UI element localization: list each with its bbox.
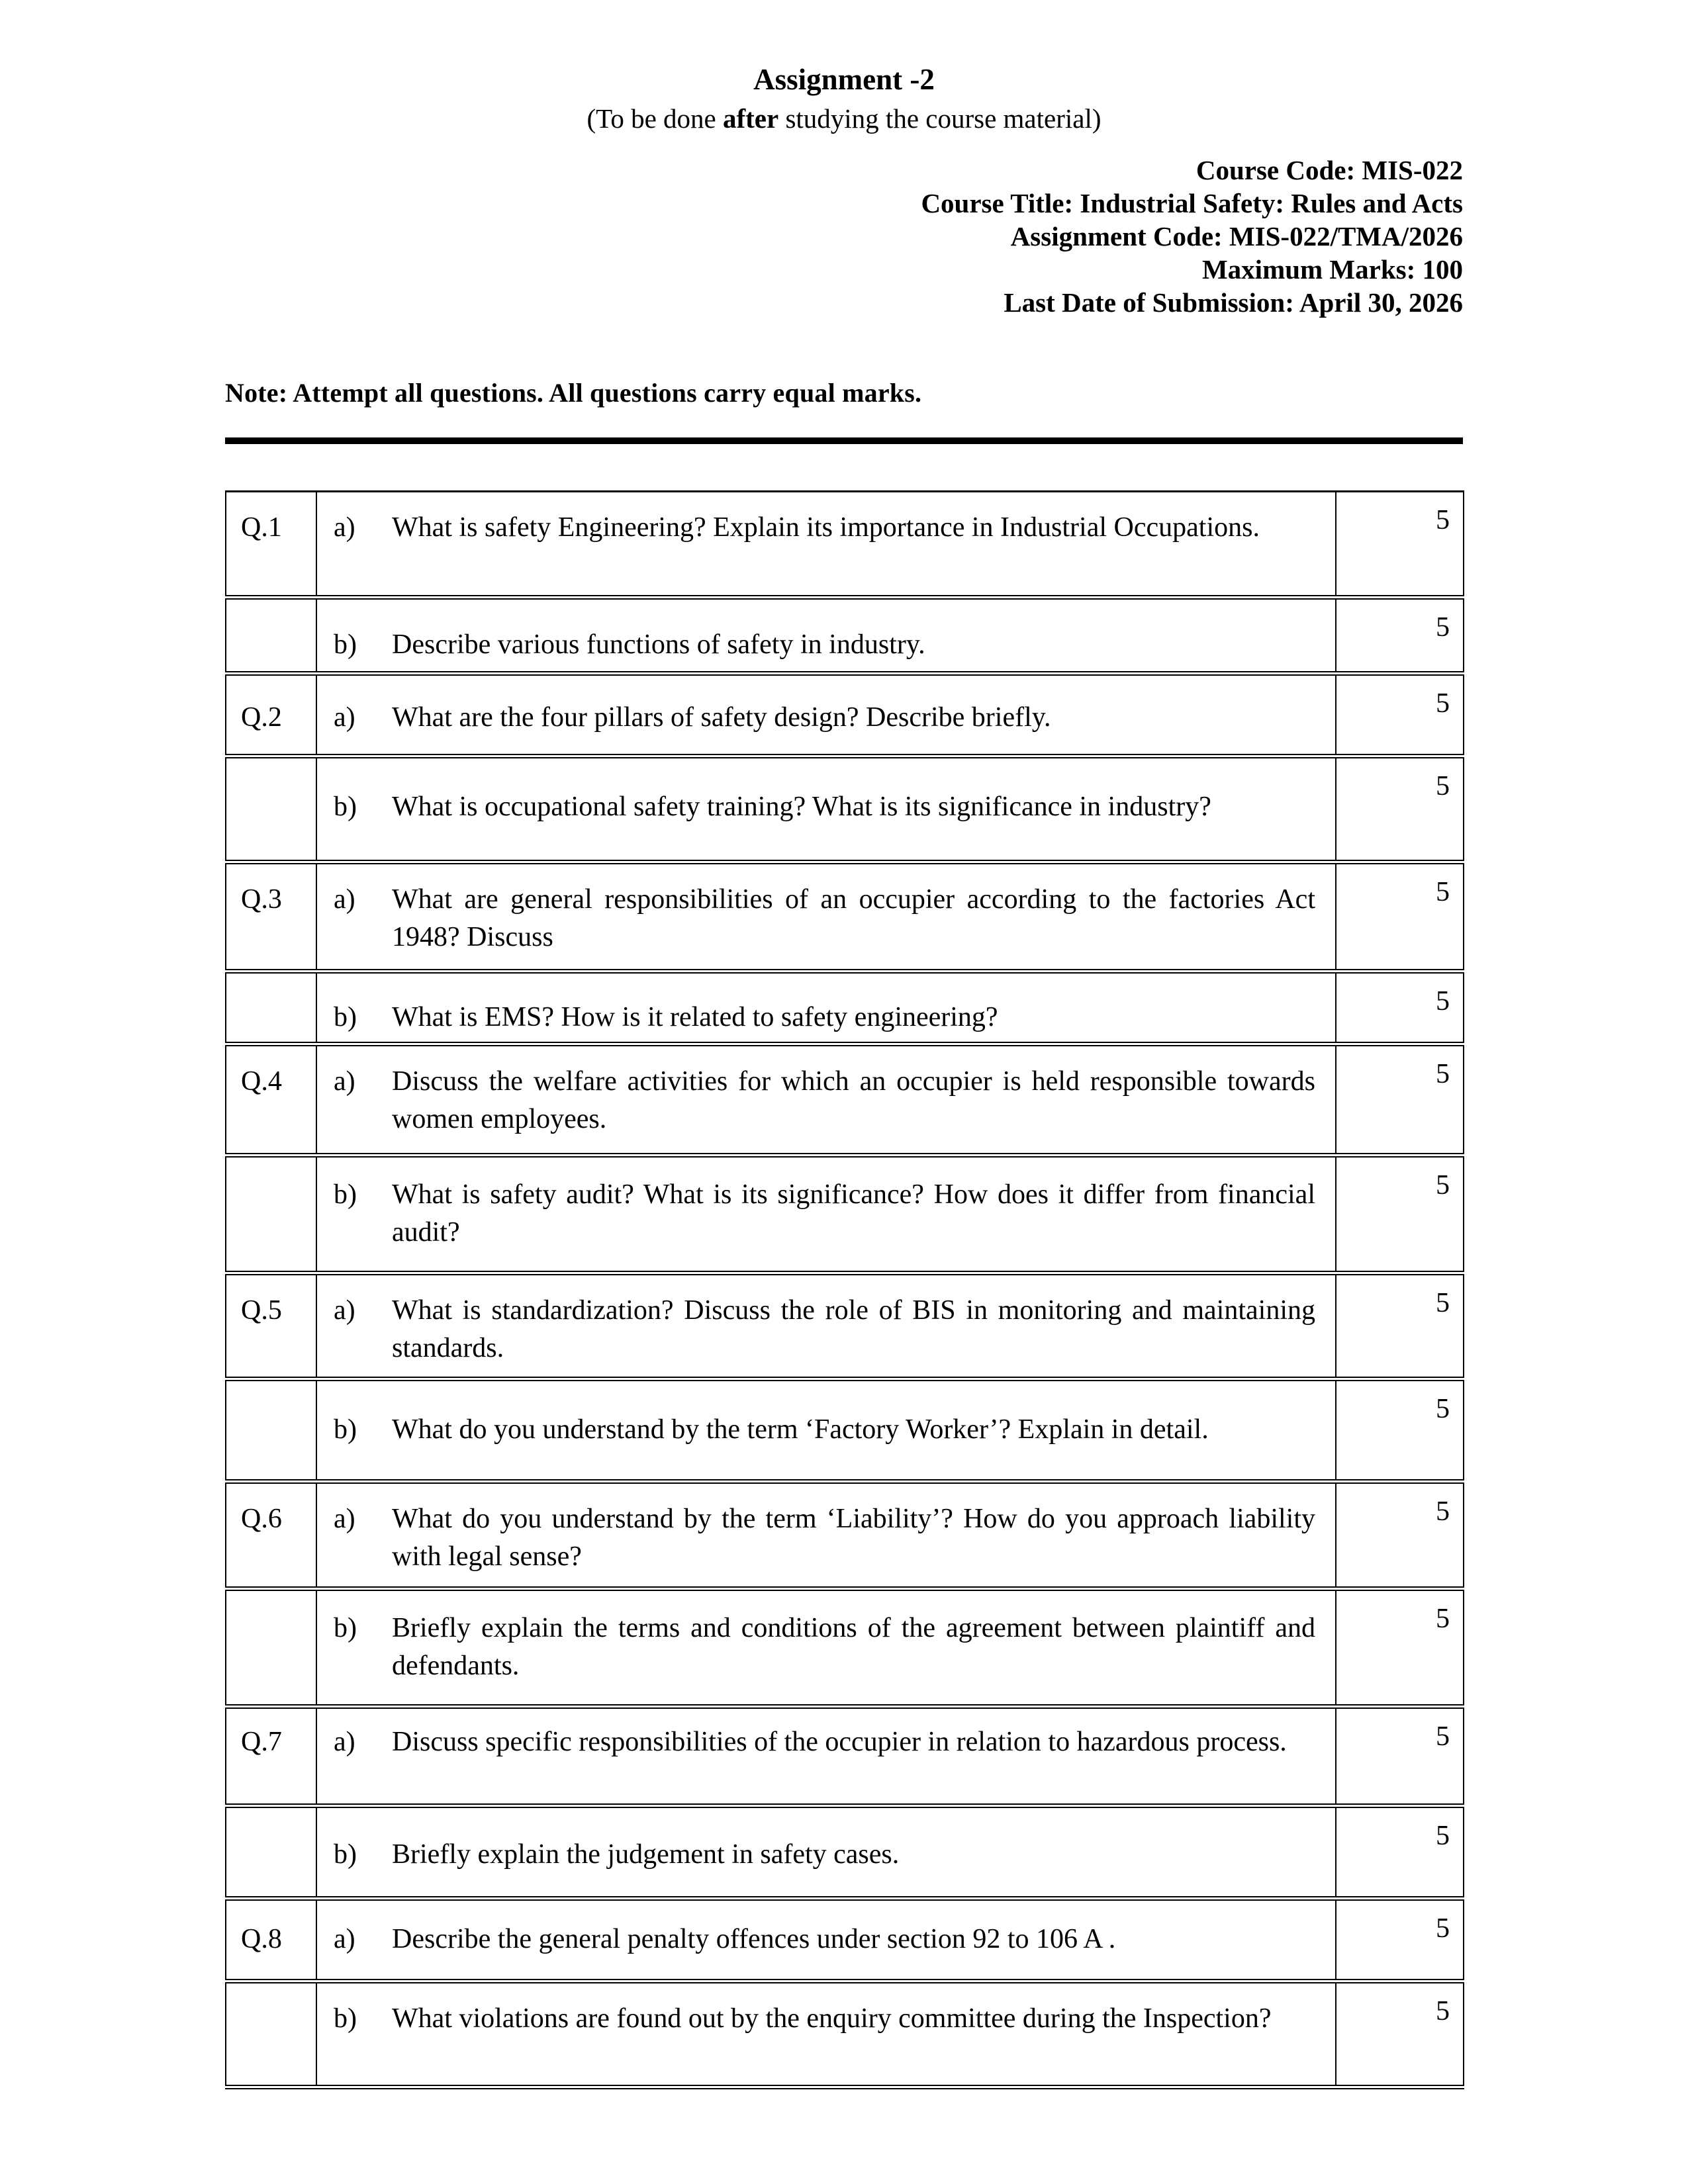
question-text: What is safety audit? What is its significance? How does it differ from financial audit? <box>392 1179 1315 1248</box>
subquestion-label: b) <box>334 791 357 822</box>
question-number <box>226 1379 316 1481</box>
question-text: Briefly explain the terms and conditions of the agreement between plaintiff and defendants. <box>392 1612 1315 1681</box>
subquestion-label: a) <box>334 1295 355 1326</box>
marks-value: 5 <box>1336 673 1464 756</box>
marks-value: 5 <box>1336 491 1464 597</box>
subquestion-label: a) <box>334 512 355 543</box>
marks-value: 5 <box>1336 1805 1464 1898</box>
question-number <box>226 1981 316 2087</box>
marks-value: 5 <box>1336 971 1464 1044</box>
question-number: Q.5 <box>226 1273 316 1379</box>
subquestion-label: a) <box>334 884 355 915</box>
question-text: What is safety Engineering? Explain its importance in Industrial Occupations. <box>392 512 1260 543</box>
question-number: Q.1 <box>226 491 316 597</box>
subtitle-text-pre: (To be done <box>586 103 723 134</box>
question-number: Q.8 <box>226 1898 316 1981</box>
question-number: Q.3 <box>226 862 316 971</box>
table-row <box>226 1588 1464 1706</box>
question-text: What violations are found out by the enquiry committee during the Inspection? <box>392 2003 1272 2034</box>
question-text: What are general responsibilities of an occupier according to the factories Act 1948? Discuss <box>392 884 1315 952</box>
assignment-code-line: Assignment Code: MIS-022/TMA/2026 <box>1010 220 1463 251</box>
question-number <box>226 1588 316 1706</box>
subquestion-label: a) <box>334 702 355 733</box>
subquestion-label: b) <box>334 1179 357 1210</box>
page-title: Assignment -2 <box>753 63 935 96</box>
page-subtitle <box>225 103 1463 135</box>
instructions-note: Note: Attempt all questions. All questions carry equal marks. <box>225 377 922 408</box>
marks-value: 5 <box>1336 756 1464 862</box>
subquestion-label: b) <box>334 1414 357 1445</box>
course-code-line: Course Code: MIS-022 <box>1196 154 1463 185</box>
subquestion-label: a) <box>334 1923 355 1954</box>
table-row <box>226 1155 1464 1273</box>
question-number: Q.6 <box>226 1481 316 1588</box>
marks-value: 5 <box>1336 1481 1464 1588</box>
marks-value: 5 <box>1336 1706 1464 1805</box>
table-row <box>226 597 1464 673</box>
table-row <box>226 491 1464 597</box>
table-row <box>226 756 1464 862</box>
question-text: What do you understand by the term ‘Liability’? How do you approach liability with legal sense? <box>392 1503 1315 1572</box>
subquestion-label: b) <box>334 629 357 660</box>
question-number: Q.7 <box>226 1706 316 1805</box>
question-text: What are the four pillars of safety design? Describe briefly. <box>392 702 1051 733</box>
subtitle-text-bold: after <box>722 103 779 134</box>
question-number: Q.4 <box>226 1044 316 1155</box>
table-row <box>226 1379 1464 1481</box>
marks-value: 5 <box>1336 1044 1464 1155</box>
table-row <box>226 1273 1464 1379</box>
question-text: What do you understand by the term ‘Factory Worker’? Explain in detail. <box>392 1414 1209 1445</box>
question-number <box>226 597 316 673</box>
subquestion-label: a) <box>334 1066 355 1097</box>
table-row <box>226 1981 1464 2087</box>
maximum-marks-line: Maximum Marks: 100 <box>1201 253 1463 285</box>
table-row <box>226 1044 1464 1155</box>
horizontal-rule <box>225 437 1463 444</box>
course-meta-block <box>225 154 1463 319</box>
subquestion-label: b) <box>334 1001 357 1032</box>
questions-table <box>225 490 1464 2089</box>
table-row <box>226 1481 1464 1588</box>
course-title-line: Course Title: Industrial Safety: Rules and Acts <box>921 187 1463 218</box>
question-text: What is standardization? Discuss the role of BIS in monitoring and maintaining standards. <box>392 1295 1315 1363</box>
table-row <box>226 1898 1464 1981</box>
marks-value: 5 <box>1336 1981 1464 2087</box>
marks-value: 5 <box>1336 1273 1464 1379</box>
marks-value: 5 <box>1336 597 1464 673</box>
question-text: Describe various functions of safety in industry. <box>392 629 925 660</box>
question-text: Describe the general penalty offences under section 92 to 106 A . <box>392 1923 1116 1954</box>
question-text: Discuss the welfare activities for which an occupier is held responsible towards women employees. <box>392 1066 1315 1134</box>
question-number <box>226 756 316 862</box>
question-text: What is EMS? How is it related to safety engineering? <box>392 1001 998 1032</box>
subquestion-label: a) <box>334 1503 355 1534</box>
subquestion-label: b) <box>334 1612 357 1643</box>
question-number <box>226 1155 316 1273</box>
table-row <box>226 862 1464 971</box>
question-text: What is occupational safety training? What is its significance in industry? <box>392 791 1211 822</box>
table-row <box>226 971 1464 1044</box>
marks-value: 5 <box>1336 1379 1464 1481</box>
table-row <box>226 673 1464 756</box>
marks-value: 5 <box>1336 1898 1464 1981</box>
marks-value: 5 <box>1336 862 1464 971</box>
subquestion-label: a) <box>334 1726 355 1757</box>
question-text: Briefly explain the judgement in safety cases. <box>392 1839 900 1870</box>
subquestion-label: b) <box>334 1839 357 1870</box>
question-number <box>226 1805 316 1898</box>
question-number: Q.2 <box>226 673 316 756</box>
marks-value: 5 <box>1336 1155 1464 1273</box>
question-number <box>226 971 316 1044</box>
subquestion-label: b) <box>334 2003 357 2034</box>
submission-date-line: Last Date of Submission: April 30, 2026 <box>1004 287 1463 318</box>
subtitle-text-post: studying the course material) <box>778 103 1102 134</box>
table-row <box>226 1805 1464 1898</box>
marks-value: 5 <box>1336 1588 1464 1706</box>
table-row <box>226 1706 1464 1805</box>
question-text: Discuss specific responsibilities of the occupier in relation to hazardous process. <box>392 1726 1287 1757</box>
